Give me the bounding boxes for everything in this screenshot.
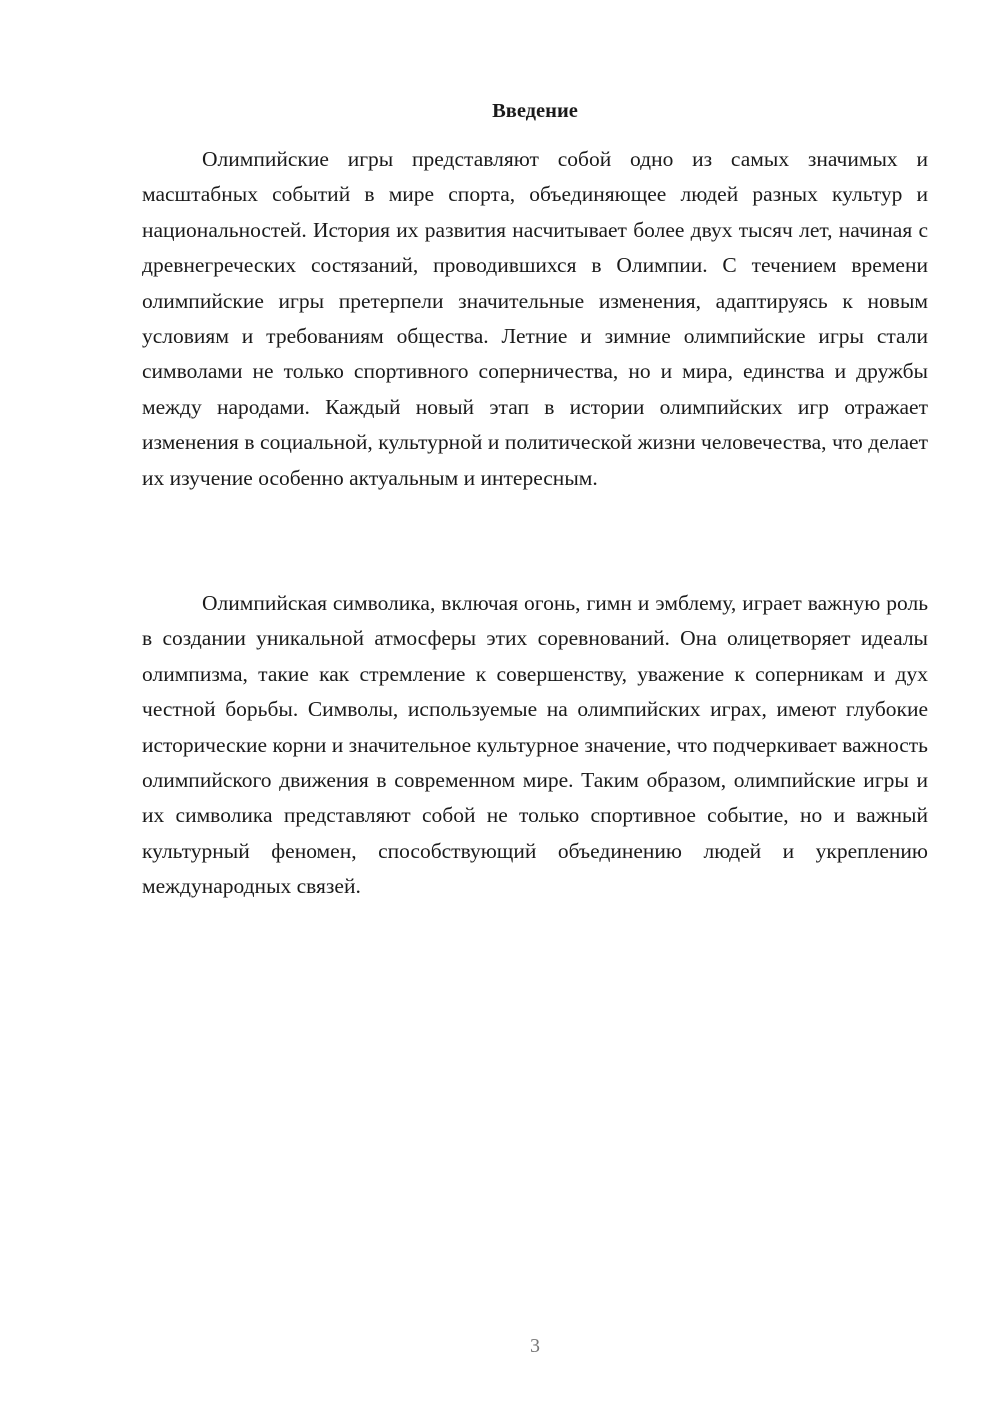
section-heading: Введение (492, 100, 578, 122)
page-number: 3 (530, 1335, 540, 1357)
paragraph-symbolism: Олимпийская символика, включая огонь, гимн и эмблему, играет важную роль в создании уникальной атмосферы этих соревнований. Она олицетворяет идеалы олимпизма, такие как стремление к совершенству, уважение к соперникам и дух честной борьбы. Символы, используемые на олимпийских играх, имеют глубокие исторические корни и значительное культурное значение, что подчеркивает важность олимпийского движения в современном мире. Таким образом, олимпийские игры и их символика представляют собой не только спортивное событие, но и важный культурный феномен, способствующий объединению людей и укреплению международных связей. (142, 591, 928, 899)
paragraph-intro: Олимпийские игры представляют собой одно из самых значимых и масштабных событий в мире спорта, объединяющее людей разных культур и национальностей. История их развития насчитывает более двух тысяч лет, начиная с древнегреческих состязаний, проводившихся в Олимпии. С течением времени олимпийские игры претерпели значительные изменения, адаптируясь к новым условиям и требованиям общества. Летние и зимние олимпийские игры стали символами не только спортивного соперничества, но и мира, единства и дружбы между народами. Каждый новый этап в истории олимпийских игр отражает изменения в социальной, культурной и политической жизни человечества, что делает их изучение особенно актуальным и интересным. (142, 147, 928, 490)
